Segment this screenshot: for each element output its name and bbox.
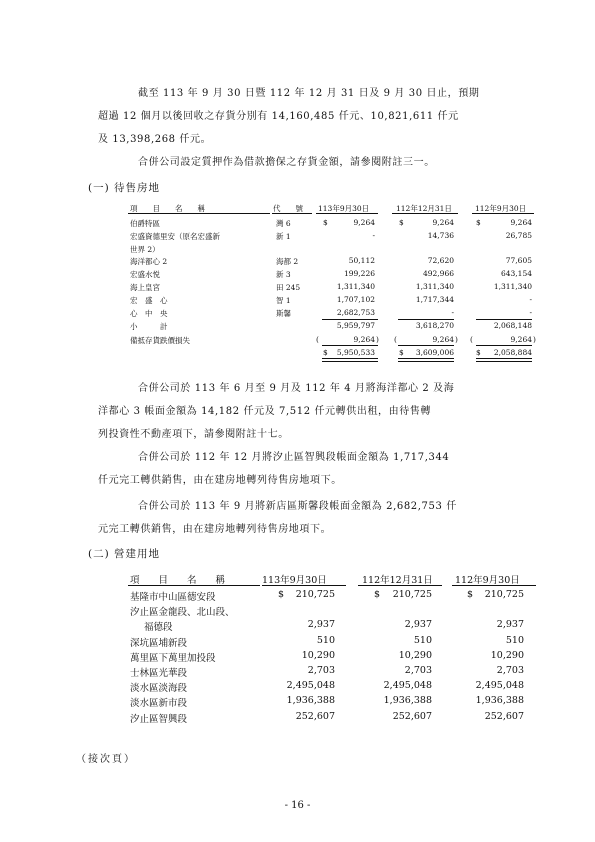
row-name: 世界 2） [130, 245, 160, 254]
row-name: 伯爵特區 [130, 219, 160, 228]
row-value: 2,703 [307, 665, 335, 676]
row-value: 2,495,048 [475, 680, 524, 691]
header-rule [262, 585, 346, 586]
header-col3: 112年9月30日 [455, 575, 520, 586]
paragraph-zhixing [98, 446, 538, 492]
header-col2: 112年12月31日 [396, 204, 452, 213]
row-value: 252,607 [295, 711, 335, 722]
section-heading-properties-for-sale: (一) 待售房地 [88, 182, 161, 194]
row-code: 新 3 [276, 270, 291, 279]
paragraph-line: 洋都心 3 帳面金額為 14,182 仟元及 7,512 仟元轉供出租，由待售轉 [98, 406, 432, 417]
row-value: 26,785 [505, 231, 532, 240]
paragraph-line: 截至 113 年 9 月 30 日暨 112 年 12 月 31 日及 9 月 30 日止，預期 [138, 88, 480, 99]
row-name: 宏盛資德里安（原名宏盛新 [130, 232, 220, 241]
currency-sign: $ [323, 348, 328, 357]
row-name: 海洋都心 2 [130, 257, 168, 266]
currency-sign: $ [278, 589, 285, 600]
row-value: 1,717,344 [415, 295, 454, 304]
header-rule [472, 213, 534, 214]
allowance-rule [322, 345, 378, 346]
paren-close: ) [533, 335, 536, 344]
row-value: 2,703 [496, 665, 524, 676]
row-value: 3,618,270 [415, 321, 454, 330]
row-value: 1,311,340 [493, 282, 532, 291]
row-value: 210,725 [295, 589, 335, 600]
row-value: 10,290 [398, 650, 432, 661]
paren-close: ) [455, 335, 458, 344]
subtotal-rule [322, 319, 378, 320]
row-value: 3,609,006 [415, 348, 454, 357]
row-value: 10,290 [301, 650, 335, 661]
header-rule [128, 585, 260, 586]
currency-sign: $ [476, 218, 481, 227]
row-name: 宏 盛 心 [130, 296, 168, 305]
row-value: 1,936,388 [286, 695, 335, 706]
paragraph-line: 超過 12 個月以後回收之存貨分別有 14,160,485 仟元、10,821,611 仟元 [98, 111, 459, 122]
currency-sign: $ [476, 348, 481, 357]
row-value: 14,736 [427, 231, 454, 240]
row-value: 492,966 [422, 269, 454, 278]
header-rule [272, 213, 312, 214]
row-value: 77,605 [505, 256, 532, 265]
total-double-rule [398, 358, 454, 362]
row-name: 汐止區智興段 [130, 714, 188, 725]
row-code: 新 1 [276, 232, 291, 241]
row-value: - [372, 231, 375, 240]
header-col3: 112年9月30日 [475, 204, 527, 213]
row-value: - [451, 308, 454, 317]
row-value: 1,707,102 [336, 295, 375, 304]
row-value: 210,725 [484, 589, 524, 600]
row-value: 9,264 [353, 218, 375, 227]
row-name: 福德段 [144, 622, 173, 633]
paragraph-pledge [98, 151, 538, 174]
paragraph-line: 元完工轉供銷售，由在建房地轉列待售房地項下。 [98, 524, 332, 535]
row-value: 252,607 [484, 711, 524, 722]
row-value: 9,264 [510, 335, 532, 344]
currency-sign: $ [467, 589, 474, 600]
paragraph-sixin [98, 495, 538, 541]
header-rule [358, 585, 442, 586]
row-name: 汐止區金龍段、北山段、 [130, 607, 235, 618]
row-code: 斯馨 [276, 309, 291, 318]
row-value: 2,068,148 [493, 321, 532, 330]
row-name: 萬里區下萬里加投段 [130, 653, 216, 664]
row-value: 1,936,388 [475, 695, 524, 706]
row-name: 心 中 央 [130, 309, 168, 318]
header-item: 項 目 名 稱 [130, 575, 226, 586]
page-number: - 16 - [284, 800, 311, 811]
row-value: 643,154 [500, 269, 532, 278]
allowance-rule [476, 345, 532, 346]
header-code: 代 號 [273, 204, 303, 213]
currency-sign: $ [399, 218, 404, 227]
currency-sign: $ [374, 589, 381, 600]
row-value: 2,703 [404, 665, 432, 676]
header-col1: 113年9月30日 [318, 204, 370, 213]
header-col1: 113年9月30日 [262, 575, 327, 586]
total-double-rule [476, 358, 532, 362]
row-value: - [529, 295, 532, 304]
row-name: 士林區光華段 [130, 668, 188, 679]
header-rule [392, 213, 458, 214]
row-value: 1,311,340 [336, 282, 375, 291]
row-code: 田 245 [276, 283, 301, 292]
header-rule [316, 213, 378, 214]
allowance-rule [398, 345, 454, 346]
row-value: 9,264 [353, 335, 375, 344]
row-name: 備抵存貨跌價損失 [130, 336, 190, 345]
header-col2: 112年12月31日 [362, 575, 433, 586]
row-value: 210,725 [392, 589, 432, 600]
paragraph-line: 列投資性不動產項下，請參閱附註十七。 [98, 429, 289, 440]
row-name: 宏盛水悦 [130, 270, 160, 279]
paren-open: ( [316, 335, 319, 344]
total-double-rule [322, 358, 378, 362]
row-name: 深坑區埔新段 [130, 638, 188, 649]
row-value: 9,264 [432, 218, 454, 227]
row-value: 50,112 [348, 256, 375, 265]
row-value: 252,607 [392, 711, 432, 722]
paragraph-line: 合併公司於 113 年 6 月至 9 月及 112 年 4 月將海洋都心 2 及海 [138, 383, 455, 394]
row-value: 2,495,048 [286, 680, 335, 691]
row-value: 1,311,340 [415, 282, 454, 291]
section-heading-construction-land: (二) 營建用地 [88, 548, 161, 560]
row-name: 小 計 [130, 322, 168, 331]
row-value: 199,226 [343, 269, 375, 278]
row-name: 淡水區新市段 [130, 698, 188, 709]
row-value: 1,936,388 [383, 695, 432, 706]
row-value: 5,959,797 [336, 321, 375, 330]
paren-open: ( [394, 335, 397, 344]
row-code: 海都 2 [276, 257, 299, 266]
row-code: 智 1 [276, 296, 291, 305]
subtotal-rule [398, 319, 454, 320]
row-value: 510 [316, 635, 335, 646]
row-value: 510 [505, 635, 524, 646]
currency-sign: $ [399, 348, 404, 357]
row-value: 9,264 [510, 218, 532, 227]
row-value: 2,937 [496, 619, 524, 630]
currency-sign: $ [323, 218, 328, 227]
row-name: 基隆市中山區德安段 [130, 592, 216, 603]
paragraph-line: 合併公司於 112 年 12 月將汐止區智興段帳面金額為 1,717,344 [138, 452, 450, 463]
row-name: 淡水區淡海段 [130, 683, 188, 694]
row-value: 2,495,048 [383, 680, 432, 691]
row-value: 510 [413, 635, 432, 646]
paragraph-overdue-inventory [98, 82, 538, 151]
header-rule [128, 213, 270, 214]
row-code: 灣 6 [276, 219, 291, 228]
header-rule [452, 585, 536, 586]
row-value: 2,937 [404, 619, 432, 630]
row-value: 10,290 [490, 650, 524, 661]
paren-close: ) [376, 335, 379, 344]
paragraph-line: 仟元完工轉供銷售，由在建房地轉列待售房地項下。 [98, 475, 342, 486]
row-value: 5,950,533 [336, 348, 375, 357]
row-value: 2,058,884 [493, 348, 532, 357]
row-value: 2,682,753 [336, 308, 375, 317]
paragraph-line: 合併公司設定質押作為借款擔保之存貨金額，請參閱附註三一。 [138, 157, 435, 168]
subtotal-rule [476, 319, 532, 320]
paren-open: ( [470, 335, 473, 344]
paragraph-line: 合併公司於 113 年 9 月將新店區斯馨段帳面金額為 2,682,753 仟 [138, 501, 457, 512]
row-value: 2,937 [307, 619, 335, 630]
paragraph-transfer-rental [98, 377, 538, 446]
row-value: - [529, 308, 532, 317]
continued-note: （接次頁） [76, 754, 136, 765]
row-name: 海上皇宮 [130, 283, 160, 292]
row-value: 9,264 [432, 335, 454, 344]
paragraph-line: 及 13,398,268 仟元。 [98, 134, 212, 145]
header-item: 項 目 名 稱 [130, 204, 205, 213]
row-value: 72,620 [427, 256, 454, 265]
